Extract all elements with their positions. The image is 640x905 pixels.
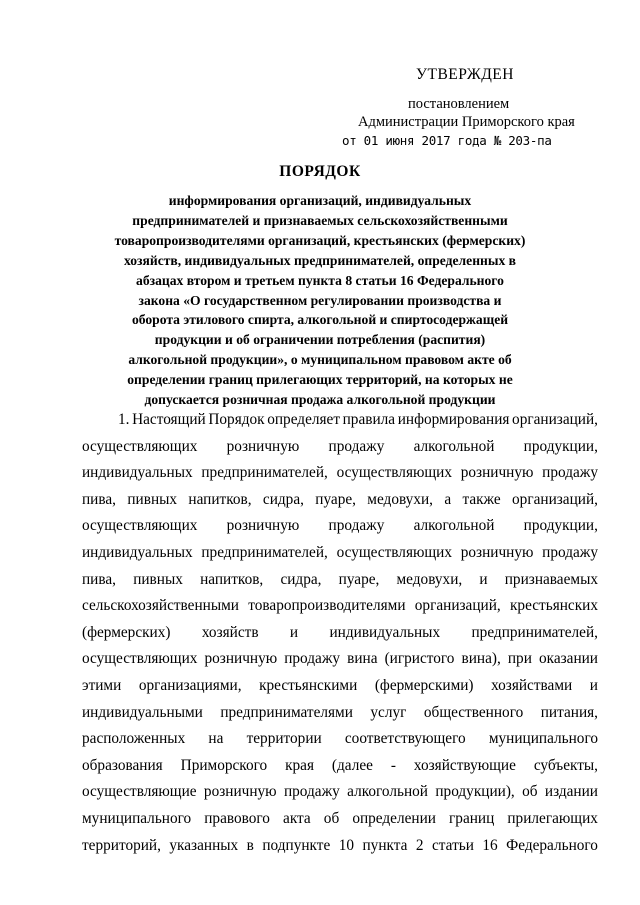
subtitle-line: продукции и об ограничении потребления (распития) bbox=[154, 332, 486, 348]
decree-label: постановлением bbox=[408, 96, 510, 112]
subtitle-line: допускается розничная продажа алкогольной продукции bbox=[144, 392, 496, 408]
body-line: осуществляющих розничную продажу вина (игристого вина), при оказании bbox=[82, 650, 598, 668]
body-line: пива, пивных напитков, сидра, пуаре, медовухи, а также организаций, bbox=[82, 490, 598, 508]
body-line: этими организациями, крестьянскими (фермерскими) хозяйствами и bbox=[82, 676, 598, 694]
body-line: осуществляющих розничную продажу алкогольной продукции, bbox=[82, 437, 598, 455]
document-body bbox=[82, 407, 598, 859]
subtitle-line: предпринимателей и признаваемых сельскохозяйственными bbox=[132, 212, 508, 228]
approved-heading: УТВЕРЖДЕН bbox=[416, 66, 514, 83]
subtitle-line: оборота этилового спирта, алкогольной и спиртосодержащей bbox=[131, 312, 509, 328]
subtitle-line: товаропроизводителями организаций, крестьянских (фермерских) bbox=[114, 232, 526, 248]
subtitle-line: закона «О государственном регулировании производства и bbox=[138, 292, 502, 308]
document-subtitle bbox=[110, 191, 530, 410]
subtitle-line: абзацах втором и третьем пункта 8 статьи 16 Федерального bbox=[136, 272, 504, 288]
body-line: (фермерских) хозяйств и индивидуальных предпринимателей, bbox=[82, 623, 598, 641]
body-line: образования Приморского края (далее - хозяйствующие субъекты, bbox=[82, 756, 598, 774]
subtitle-line: хозяйств, индивидуальных предпринимателей, определенных в bbox=[123, 252, 517, 268]
body-line: расположенных на территории соответствующего муниципального bbox=[82, 730, 598, 748]
administration-name: Администрации Приморского края bbox=[358, 114, 575, 130]
subtitle-line: алкогольной продукции», о муниципальном правовом акте об bbox=[128, 352, 512, 368]
body-line: индивидуальных предпринимателей, осуществляющих розничную продажу bbox=[82, 464, 598, 482]
subtitle-line: информирования организаций, индивидуальных bbox=[168, 193, 472, 208]
body-line: осуществляющие розничную продажу алкогольной продукции), об издании bbox=[82, 783, 598, 801]
decree-date-number: от 01 июня 2017 года № 203-па bbox=[342, 133, 552, 148]
body-line: осуществляющих розничную продажу алкогольной продукции, bbox=[82, 517, 598, 535]
body-line: пива, пивных напитков, сидра, пуаре, медовухи, и признаваемых bbox=[82, 570, 598, 588]
subtitle-line: определении границ прилегающих территорий, на которых не bbox=[127, 372, 513, 388]
body-line: индивидуальными предпринимателями услуг общественного питания, bbox=[82, 703, 598, 721]
body-line: сельскохозяйственными товаропроизводителями организаций, крестьянских bbox=[82, 597, 598, 615]
document-title: ПОРЯДОК bbox=[279, 163, 361, 180]
body-line: индивидуальных предпринимателей, осуществляющих розничную продажу bbox=[82, 543, 598, 561]
body-line: территорий, указанных в подпункте 10 пункта 2 статьи 16 Федерального bbox=[82, 836, 598, 854]
body-line: муниципального правового акта об определении границ прилегающих bbox=[82, 809, 598, 827]
body-line: 1. Настоящий Порядок определяет правила информирования организаций, bbox=[118, 411, 598, 428]
